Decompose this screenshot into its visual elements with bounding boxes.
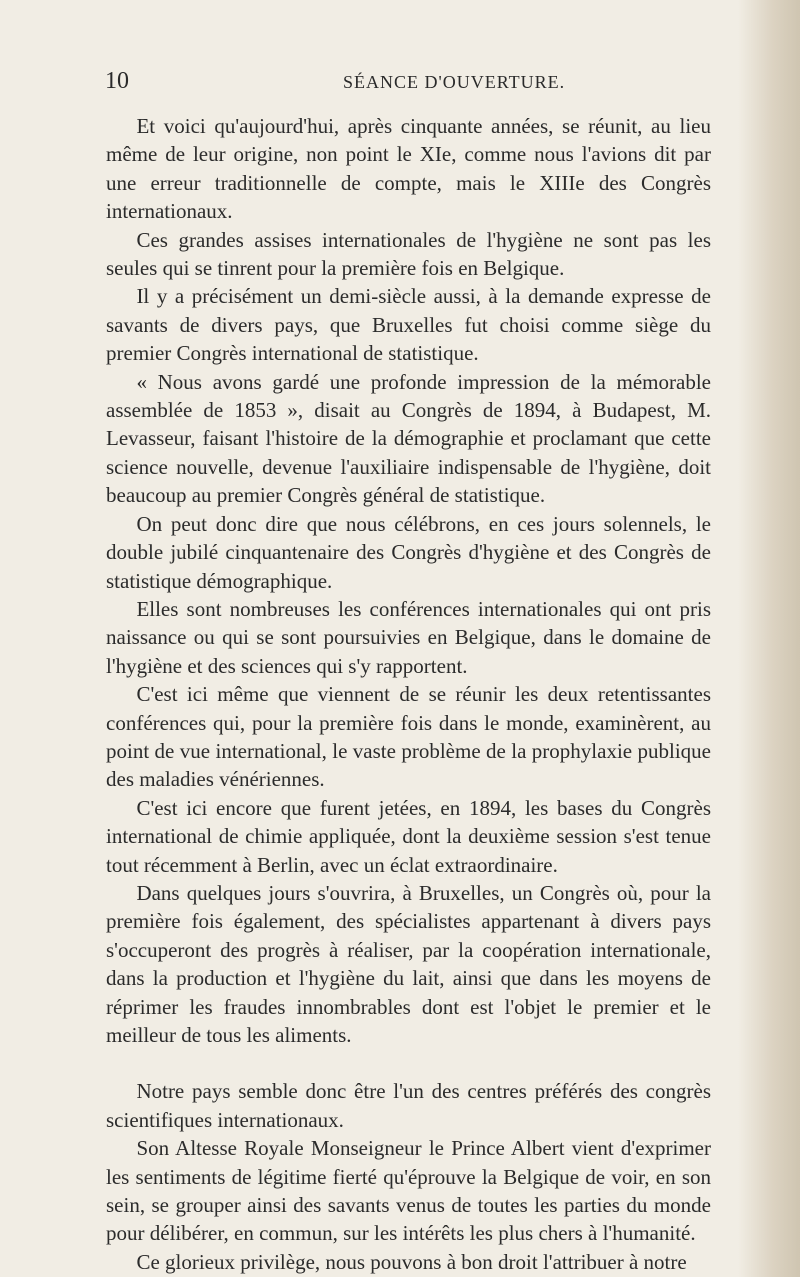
paragraph: C'est ici encore que furent jetées, en 1894, les bases du Congrès international de chimie appliquée, dont la deuxième session s'est tenue tout récemment à Berlin, avec un éclat extraordinaire. (106, 795, 711, 877)
paragraph: Ce glorieux privilège, nous pouvons à bon droit l'attribuer à notre (136, 1249, 687, 1274)
paragraph: C'est ici même que viennent de se réunir les deux retentissantes conférences qui, pour la première fois dans le monde, examinèrent, au point de vue international, le vaste problème de la prophylaxie publique des maladies vénériennes. (106, 682, 711, 792)
paragraph: « Nous avons gardé une profonde impression de la mémorable assemblée de 1853 », disait au Congrès de 1894, à Budapest, M. Levasseur, faisant l'histoire de la démographie et proclamant que cette science nouvelle, devenue l'auxiliaire indispensable de l'hygiène, doit beaucoup au premier Congrès général de statistique. (106, 369, 711, 508)
paragraph: Il y a précisément un demi-siècle aussi, à la demande expresse de savants de divers pays, que Bruxelles fut choisi comme siège du premier Congrès international de statistique. (106, 284, 711, 366)
page-edge-shadow (738, 0, 800, 1277)
paragraph: Et voici qu'aujourd'hui, après cinquante années, se réunit, au lieu même de leur origine, non point le XIe, comme nous l'avions dit par une erreur traditionnelle de compte, mais le XIIIe des Congrès internationaux. (106, 114, 711, 224)
page-header (105, 68, 705, 98)
paragraph: Son Altesse Royale Monseigneur le Prince Albert vient d'exprimer les sentiments de légitime fierté qu'éprouve la Belgique de voir, en son sein, se grouper ainsi des savants venus de toutes les parties du monde pour délibérer, en commun, sur les intérêts les plus chers à l'humanité. (106, 1136, 711, 1246)
paragraph: Dans quelques jours s'ouvrira, à Bruxelles, un Congrès où, pour la première fois également, des spécialistes appartenant à divers pays s'occuperont des progrès à réaliser, par la coopération internationale, dans la production et l'hygiène du lait, ainsi que dans les moyens de réprimer les fraudes innombrables dont est l'objet le premier et le meilleur de tous les aliments. (106, 880, 711, 1047)
body-text (106, 112, 711, 1276)
page-number: 10 (105, 68, 129, 94)
paragraph: Ces grandes assises internationales de l'hygiène ne sont pas les seules qui se tinrent pour la première fois en Belgique. (106, 227, 711, 281)
paragraph: On peut donc dire que nous célébrons, en ces jours solennels, le double jubilé cinquantenaire des Congrès d'hygiène et des Congrès de statistique démographique. (106, 511, 711, 593)
paragraph: Notre pays semble donc être l'un des centres préférés des congrès scientifiques internationaux. (106, 1079, 711, 1132)
running-head: SÉANCE D'OUVERTURE. (343, 72, 566, 92)
paragraph: Elles sont nombreuses les conférences internationales qui ont pris naissance ou qui se sont poursuivies en Belgique, dans le domaine de l'hygiène et des sciences qui s'y rapportent. (106, 596, 711, 678)
